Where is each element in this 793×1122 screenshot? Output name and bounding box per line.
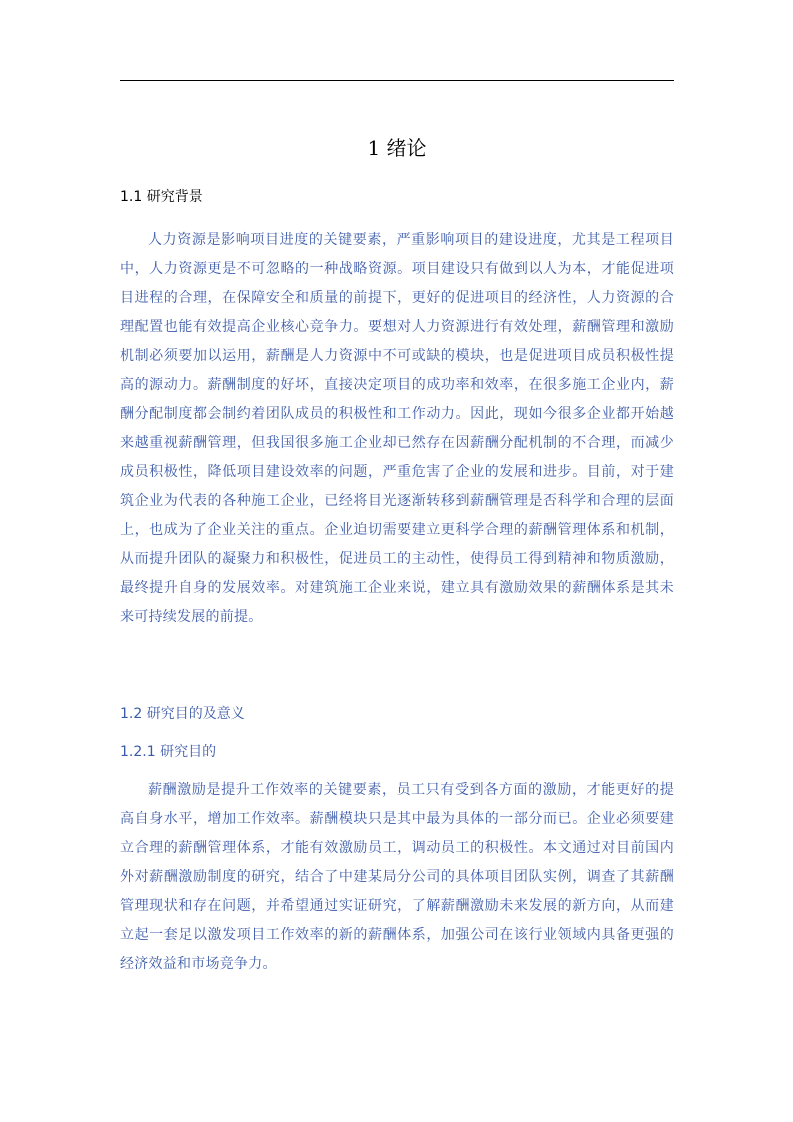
paragraph-research-background: 人力资源是影响项目进度的关键要素，严重影响项目的建设进度，尤其是工程项目中，人力资源更是不可忽略的一种战略资源。项目建设只有做到以人为本，才能促进项目进程的合理，在保障安全和质量的前提下，更好的促进项目的经济性，人力资源的合理配置也能有效提高企业核心竞争力。要想对人力资源进行有效处理，薪酬管理和激励机制必须要加以运用，薪酬是人力资源中不可或缺的模块，也是促进项目成员积极性提高的源动力。薪酬制度的好坏，直接决定项目的成功率和效率，在很多施工企业内，薪酬分配制度都会制约着团队成员的积极性和工作动力。因此，现如今很多企业都开始越来越重视薪酬管理，但我国很多施工企业却已然存在因薪酬分配机制的不合理，而减少成员积极性，降低项目建设效率的问题，严重危害了企业的发展和进步。目前，对于建筑企业为代表的各种施工企业，已经将目光逐渐转移到薪酬管理是否科学和合理的层面上，也成为了企业关注的重点。企业迫切需要建立更科学合理的薪酬管理体系和机制，从而提升团队的凝聚力和积极性，促进员工的主动性，使得员工得到精神和物质激励，最终提升自身的发展效率。对建筑施工企业来说，建立具有激励效果的薪酬体系是其未来可持续发展的前提。 (120, 232, 674, 625)
chapter-title: 1 绪论 (367, 136, 427, 160)
section-heading-research-background: 1.1 研究背景 (120, 189, 203, 205)
header-rule (120, 80, 674, 81)
section-heading-purpose-and-significance: 1.2 研究目的及意义 (120, 706, 245, 722)
paragraph-research-purpose: 薪酬激励是提升工作效率的关键要素，员工只有受到各方面的激励，才能更好的提高自身水平，增加工作效率。薪酬模块只是其中最为具体的一部分而已。企业必须要建立合理的薪酬管理体系，才能有效激励员工，调动员工的积极性。本文通过对目前国内外对薪酬激励制度的研究，结合了中建某局分公司的具体项目团队实例，调查了其薪酬管理现状和存在问题，并希望通过实证研究，了解薪酬激励未来发展的新方向，从而建立起一套足以激发项目工作效率的新的薪酬体系，加强公司在该行业领域内具备更强的经济效益和市场竞争力。 (120, 782, 674, 972)
section-heading-research-purpose: 1.2.1 研究目的 (120, 744, 217, 760)
